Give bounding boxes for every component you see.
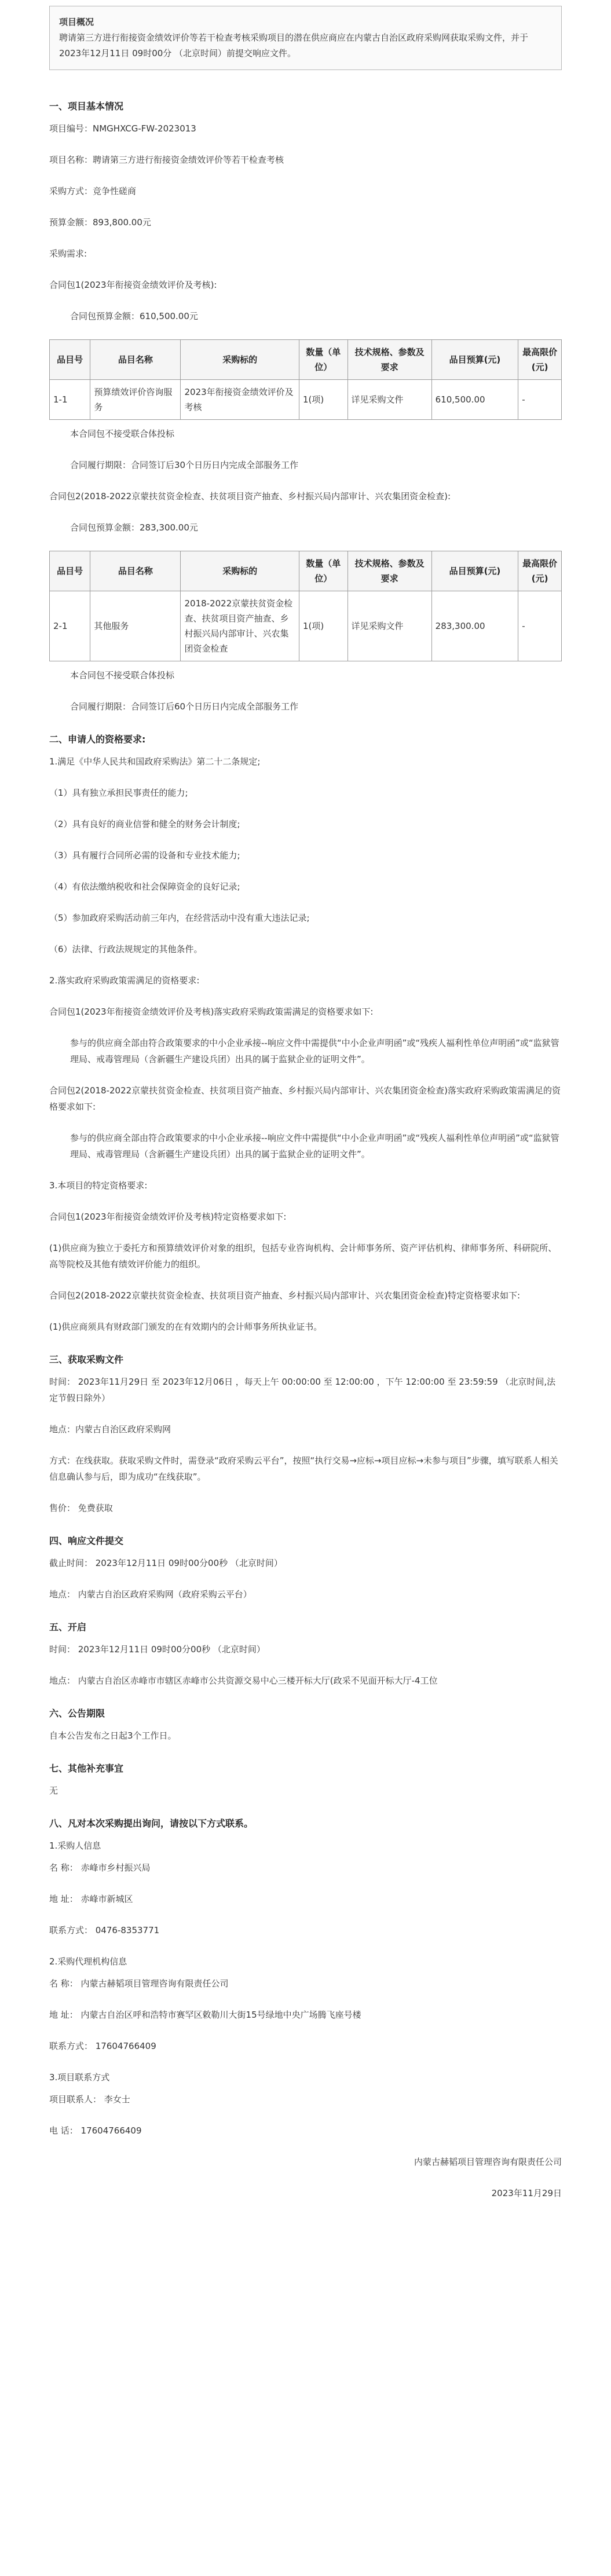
opening-time: 时间： 2023年12月11日 09时00分00秒 （北京时间）	[49, 1644, 265, 1655]
table-cell: 预算绩效评价咨询服务	[90, 380, 181, 420]
obtain-way: 方式：在线获取。获取采购文件时，需登录“政府采购云平台”，按照“执行交易→应标→项目应标→未参与项目”步骤，填写联系人相关信息确认参与后，即为成功“在线获取”。	[49, 1455, 558, 1482]
package2-note: 本合同包不接受联合体投标	[70, 670, 175, 680]
section3-title: 三、获取采购文件	[49, 1354, 124, 1365]
opening-place: 地点： 内蒙古自治区赤峰市市辖区赤峰市公共资源交易中心三楼开标大厅(政采不见面开标大厅-4工位	[49, 1675, 438, 1686]
obtain-time: 时间： 2023年11月29日 至 2023年12月06日 ，每天上午 00:00:00 至 12:00:00 ，下午 12:00:00 至 23:59:59 （北京时间,法定节假日除外）	[49, 1377, 556, 1403]
package2-budget: 合同包预算金额：283,300.00元	[70, 522, 198, 533]
table-header: 最高限价(元)	[518, 340, 562, 380]
table-cell: 详见采购文件	[347, 380, 431, 420]
project-no: 项目编号：NMGHXCG-FW-2023013	[49, 123, 196, 134]
contact-title: 3.项目联系方式	[49, 2072, 110, 2083]
package2-table	[49, 551, 562, 661]
table-cell: 610,500.00	[431, 380, 518, 420]
section5-title: 五、开启	[49, 1622, 87, 1633]
specific-package1-detail: (1)供应商为独立于委托方和预算绩效评价对象的组织，包括专业咨询机构、会计师事务所、资产评估机构、律师事务所、科研院所、高等院校及其他有绩效评价能力的组织。	[49, 1243, 557, 1269]
table-header: 最高限价(元)	[518, 551, 562, 591]
buyer-tel: 联系方式： 0476-8353771	[49, 1925, 160, 1935]
table-header: 采购标的	[181, 340, 299, 380]
table-cell: 1(项)	[299, 591, 347, 661]
package1-period: 合同履行期限：合同签订后30个日历日内完成全部服务工作	[70, 460, 299, 470]
package1-budget: 合同包预算金额：610,500.00元	[70, 311, 198, 321]
document-body	[49, 6, 562, 2216]
qualification-item: （5）参加政府采购活动前三年内，在经营活动中没有重大违法记录;	[49, 913, 310, 923]
table-cell: 2-1	[50, 591, 90, 661]
other-matters: 无	[49, 1785, 58, 1796]
qualification-intro: 1.满足《中华人民共和国政府采购法》第二十二条规定;	[49, 756, 261, 767]
table-cell: 2023年衔接资金绩效评价及考核	[181, 380, 299, 420]
specific-package1: 合同包1(2023年衔接资金绩效评价及考核)特定资格要求如下:	[49, 1212, 287, 1222]
policy-package2: 合同包2(2018-2022京蒙扶贫资金检查、扶贫项目资产抽查、乡村振兴局内部审计、兴农集团资金检查)落实政府采购政策需满足的资格要求如下:	[49, 1085, 561, 1112]
package1-note: 本合同包不接受联合体投标	[70, 429, 175, 439]
policy-title: 2.落实政府采购政策需满足的资格要求:	[49, 975, 200, 986]
procurement-needs: 采购需求:	[49, 248, 87, 259]
buyer-address: 地 址： 赤峰市新城区	[49, 1894, 133, 1904]
section7-title: 七、其他补充事宜	[49, 1763, 124, 1774]
obtain-place: 地点：内蒙古自治区政府采购网	[49, 1424, 171, 1435]
qualification-item: （2）具有良好的商业信誉和健全的财务会计制度;	[49, 819, 240, 829]
signature-org: 内蒙古赫韬项目管理咨询有限责任公司	[414, 2157, 562, 2167]
signature-date: 2023年11月29日	[491, 2188, 562, 2198]
project-name: 项目名称：聘请第三方进行衔接资金绩效评价等若干检查考核	[49, 155, 284, 165]
table-header: 数量（单位）	[299, 340, 347, 380]
table-header: 品目名称	[90, 340, 181, 380]
table-header: 品目名称	[90, 551, 181, 591]
policy-package2-detail: 参与的供应商全部由符合政策要求的中小企业承接--响应文件中需提供“中小企业声明函”或“残疾人福利性单位声明函”或“监狱管理局、戒毒管理局（含新疆生产建设兵团）出具的属于监狱企业的证明文件”。	[70, 1133, 559, 1159]
table-cell: 详见采购文件	[347, 591, 431, 661]
table-cell: 其他服务	[90, 591, 181, 661]
table-header: 技术规格、参数及要求	[347, 340, 431, 380]
table-cell: 283,300.00	[431, 591, 518, 661]
budget-amount: 预算金额：893,800.00元	[49, 217, 151, 228]
table-cell: 1(项)	[299, 380, 347, 420]
qualification-item: （4）有依法缴纳税收和社会保障资金的良好记录;	[49, 881, 240, 892]
submit-deadline: 截止时间： 2023年12月11日 09时00分00秒 （北京时间）	[49, 1558, 283, 1568]
agent-name: 名 称： 内蒙古赫韬项目管理咨询有限责任公司	[49, 1978, 229, 1989]
buyer-name: 名 称： 赤峰市乡村振兴局	[49, 1863, 151, 1873]
table-row	[50, 591, 562, 661]
section1-title: 一、项目基本情况	[49, 101, 124, 112]
overview-title: 项目概况	[59, 17, 94, 27]
submit-place: 地点： 内蒙古自治区政府采购网（政府采购云平台）	[49, 1589, 252, 1600]
section8-title: 八、凡对本次采购提出询问，请按以下方式联系。	[49, 1818, 254, 1829]
contact-person: 项目联系人： 李女士	[49, 2094, 130, 2105]
package1-table	[49, 339, 562, 420]
obtain-price: 售价： 免费获取	[49, 1503, 113, 1513]
qualification-item: （6）法律、行政法规规定的其他条件。	[49, 944, 203, 954]
specific-package2-detail: (1)供应商须具有财政部门颁发的在有效期内的会计师事务所执业证书。	[49, 1322, 323, 1332]
section2-title: 二、申请人的资格要求:	[49, 734, 146, 745]
section4-title: 四、响应文件提交	[49, 1535, 124, 1546]
qualification-item: （1）具有独立承担民事责任的能力;	[49, 788, 188, 798]
table-row	[50, 380, 562, 420]
overview-box	[49, 6, 562, 70]
table-cell: -	[518, 591, 562, 661]
notice-period: 自本公告发布之日起3个工作日。	[49, 1730, 177, 1741]
qualification-item: （3）具有履行合同所必需的设备和专业技术能力;	[49, 850, 240, 861]
agent-title: 2.采购代理机构信息	[49, 1956, 127, 1967]
policy-package1-detail: 参与的供应商全部由符合政策要求的中小企业承接--响应文件中需提供“中小企业声明函”或“残疾人福利性单位声明函”或“监狱管理局、戒毒管理局（含新疆生产建设兵团）出具的属于监狱企业的证明文件”。	[70, 1038, 559, 1064]
table-header: 品目预算(元)	[431, 340, 518, 380]
overview-text: 聘请第三方进行衔接资金绩效评价等若干检查考核采购项目的潜在供应商应在内蒙古自治区政府采购网获取采购文件，并于 2023年12月11日 09时00分 （北京时间）前提交响应文件。	[59, 32, 529, 58]
agent-tel: 联系方式： 17604766409	[49, 2041, 156, 2051]
specific-title: 3.本项目的特定资格要求:	[49, 1180, 148, 1191]
table-header-row	[50, 340, 562, 380]
buyer-title: 1.采购人信息	[49, 1840, 101, 1851]
policy-package1: 合同包1(2023年衔接资金绩效评价及考核)落实政府采购政策需满足的资格要求如下:	[49, 1007, 374, 1017]
procurement-method: 采购方式：竞争性磋商	[49, 186, 137, 196]
table-header: 技术规格、参数及要求	[347, 551, 431, 591]
table-header: 品目号	[50, 340, 90, 380]
table-cell: 1-1	[50, 380, 90, 420]
package2-period: 合同履行期限：合同签订后60个日历日内完成全部服务工作	[70, 701, 299, 712]
contact-tel: 电 话： 17604766409	[49, 2125, 142, 2136]
table-header: 品目号	[50, 551, 90, 591]
section6-title: 六、公告期限	[49, 1708, 105, 1719]
table-header: 数量（单位）	[299, 551, 347, 591]
table-header: 品目预算(元)	[431, 551, 518, 591]
table-header: 采购标的	[181, 551, 299, 591]
table-cell: -	[518, 380, 562, 420]
package2-title: 合同包2(2018-2022京蒙扶贫资金检查、扶贫项目资产抽查、乡村振兴局内部审计、兴农集团资金检查):	[49, 491, 451, 502]
table-cell: 2018-2022京蒙扶贫资金检查、扶贫项目资产抽查、乡村振兴局内部审计、兴农集团资金检查	[181, 591, 299, 661]
package1-title: 合同包1(2023年衔接资金绩效评价及考核):	[49, 280, 217, 290]
agent-address: 地 址： 内蒙古自治区呼和浩特市赛罕区敕勒川大街15号绿地中央广场腾飞座号楼	[49, 2010, 361, 2020]
table-header-row	[50, 551, 562, 591]
specific-package2: 合同包2(2018-2022京蒙扶贫资金检查、扶贫项目资产抽查、乡村振兴局内部审计、兴农集团资金检查)特定资格要求如下:	[49, 1290, 521, 1301]
